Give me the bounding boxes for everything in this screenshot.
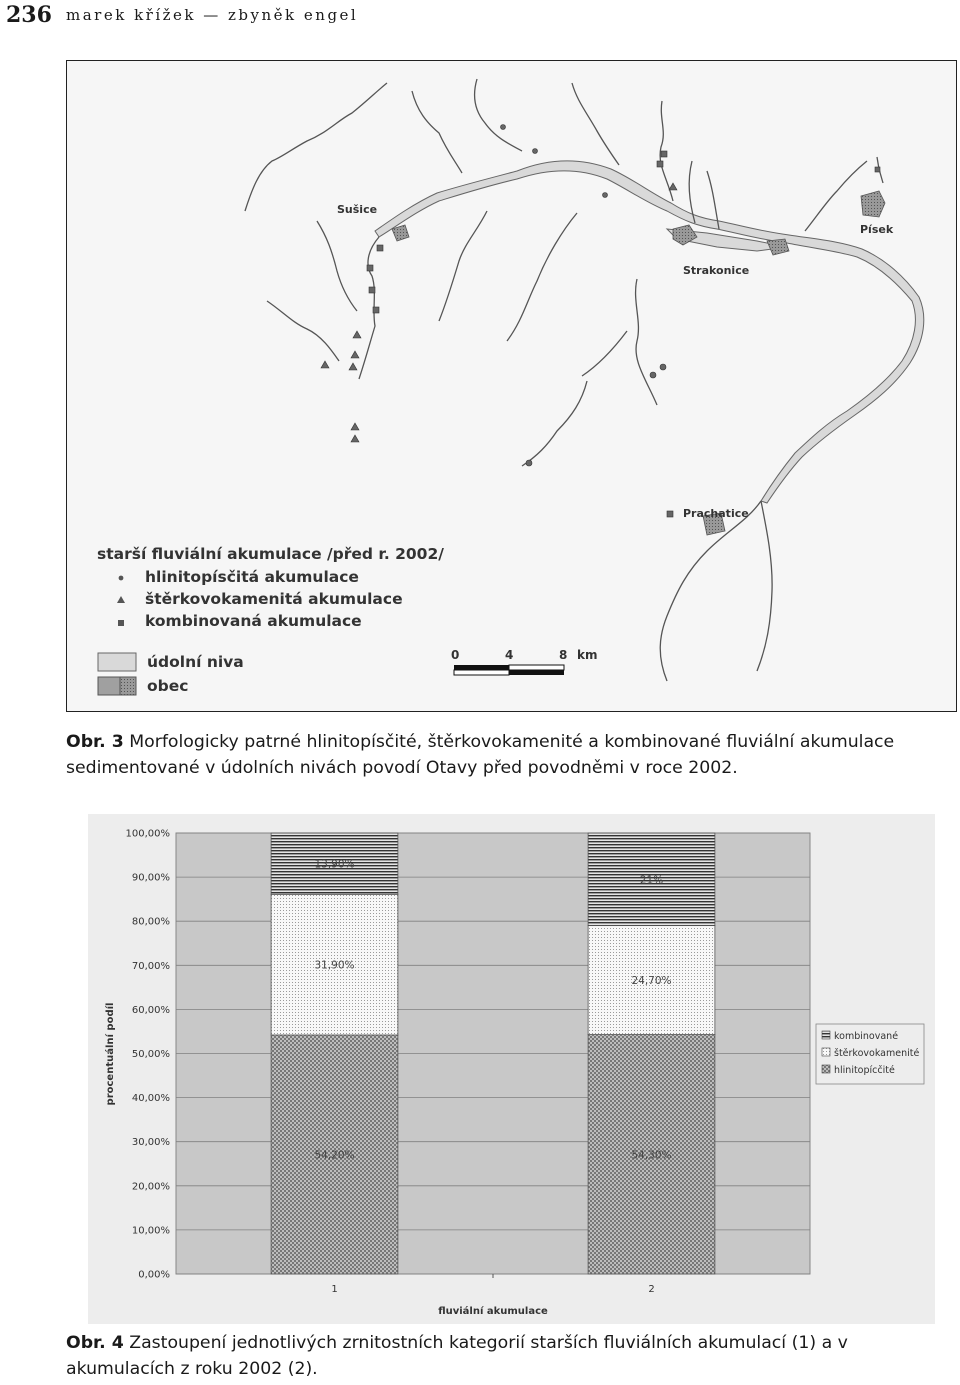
legend-title: starší fluviální akumulace /před r. 2002/ <box>97 545 444 563</box>
figure-4-caption-text: Zastoupení jednotlivých zrnitostních kategorií starších fluviálních akumulací (1) a v akumulacích z roku 2002 (2). <box>66 1333 848 1379</box>
x-tick-label: 2 <box>648 1284 655 1295</box>
figure-3-label: Obr. 3 <box>66 732 124 752</box>
y-axis-ticks <box>126 829 171 1281</box>
figure-3-caption <box>66 729 956 781</box>
page-number: 236 <box>6 2 52 28</box>
x-axis-ticks <box>331 1274 654 1295</box>
y-axis-label: procentuální podíl <box>105 1002 116 1106</box>
svg-text:km: km <box>577 648 598 662</box>
stacked-bar-chart <box>88 814 935 1324</box>
legend-item-kombinovana: kombinovaná akumulace <box>145 612 362 630</box>
y-tick-label: 0,00% <box>138 1269 170 1281</box>
figure-3-caption-text: Morfologicky patrné hlinitopísčité, štěrkovokamenité a kombinované fluviální akumulace sedimentované v údolních nivách povodí Otavy před povodněmi v roce 2002. <box>66 732 895 778</box>
figure-4-caption <box>66 1330 956 1382</box>
y-tick-label: 50,00% <box>131 1049 170 1060</box>
data-label: 24,70% <box>631 975 672 988</box>
legend-swatch-niva <box>98 653 136 671</box>
legend-swatch <box>822 1031 830 1039</box>
y-tick-label: 80,00% <box>131 916 170 928</box>
town-label-susice: Sušice <box>337 203 378 216</box>
y-tick-label: 10,00% <box>131 1225 170 1237</box>
legend-entry: štěrkovokamenité <box>834 1048 920 1059</box>
data-label: 54,20% <box>314 1149 355 1162</box>
town-label-strakonice: Strakonice <box>683 264 750 277</box>
y-tick-label: 20,00% <box>131 1181 170 1193</box>
legend-swatch <box>822 1048 830 1056</box>
data-label: 13,90% <box>314 858 355 871</box>
running-head-authors: marek křížek — zbyněk engel <box>66 6 359 24</box>
data-label: 54,30% <box>631 1149 672 1162</box>
legend-entry: hlinitopícčité <box>834 1065 895 1076</box>
scale-bar <box>451 648 597 675</box>
legend-item-sterkovokamenita: štěrkovokamenitá akumulace <box>145 590 403 608</box>
y-tick-label: 30,00% <box>131 1137 170 1149</box>
map-legend <box>97 545 444 695</box>
y-tick-label: 40,00% <box>131 1093 170 1105</box>
figure-4-label: Obr. 4 <box>66 1333 124 1353</box>
y-tick-label: 60,00% <box>131 1004 170 1016</box>
legend-area-niva: údolní niva <box>147 653 244 671</box>
x-axis-label: fluviální akumulace <box>438 1306 548 1317</box>
x-tick-label: 1 <box>331 1284 338 1295</box>
legend-swatch <box>822 1065 830 1073</box>
chart-legend <box>816 1024 924 1084</box>
legend-item-hlinitopiscita: hlinitopísčitá akumulace <box>145 568 359 586</box>
svg-text:4: 4 <box>505 648 514 662</box>
legend-entry: kombinované <box>834 1031 899 1042</box>
legend-square-marker <box>118 620 124 626</box>
y-tick-label: 100,00% <box>125 828 170 840</box>
figure-4-chart <box>88 814 935 1324</box>
legend-dot-marker <box>119 576 124 581</box>
legend-area-obec: obec <box>147 677 189 695</box>
y-tick-label: 70,00% <box>131 960 170 972</box>
river-map <box>67 61 956 711</box>
y-tick-label: 90,00% <box>131 872 170 884</box>
svg-text:8: 8 <box>559 648 568 662</box>
figure-3-map <box>66 60 957 712</box>
legend-triangle-marker <box>117 596 125 603</box>
data-label: 21% <box>639 874 664 887</box>
svg-text:0: 0 <box>451 648 460 662</box>
town-label-pisek: Písek <box>860 223 894 236</box>
data-label: 31,90% <box>314 959 355 972</box>
legend-swatch-obec <box>120 677 136 695</box>
town-label-prachatice: Prachatice <box>683 507 749 520</box>
floodplain-areas <box>375 161 924 503</box>
